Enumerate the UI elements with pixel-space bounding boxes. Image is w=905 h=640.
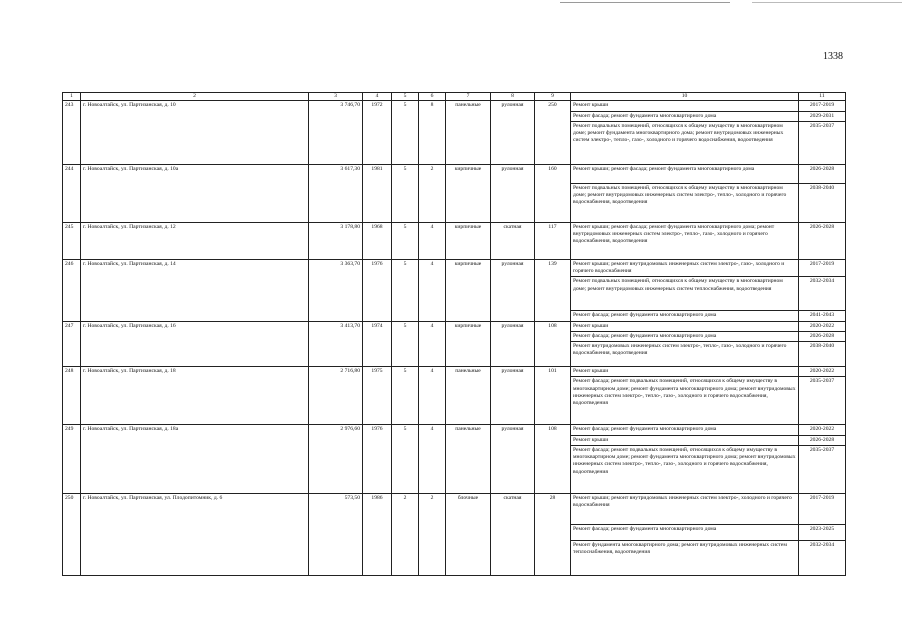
col-number-header: 4 <box>363 93 392 101</box>
year-built-cell: 1974 <box>363 321 392 367</box>
col-number-header: 5 <box>392 93 419 101</box>
repair-period-cell: 2020-2022 <box>799 425 846 435</box>
address-cell: г. Новоалтайск, ул. Партизанская, д. 18 <box>81 367 309 425</box>
entrances-cell: 4 <box>419 321 446 367</box>
repair-period-cell: 2026-2028 <box>799 164 846 183</box>
entrances-cell: 2 <box>419 493 446 575</box>
area-cell: 2 716,80 <box>309 367 363 425</box>
residents-cell: 108 <box>535 425 571 494</box>
entrances-cell: 8 <box>419 101 446 165</box>
table-row <box>63 367 846 377</box>
residents-cell: 139 <box>535 259 571 321</box>
repair-work-cell: Ремонт подвальных помещений, относящихся к общему имуществу в многоквартирном доме; ремонт фундамента многоквартирного дома; ремонт внутридомовых инженерных систем электро-, тепло-, газо-, холодного и горячего водоснабжения, водоотведения <box>571 121 799 164</box>
residents-cell: 117 <box>535 222 571 259</box>
row-number-cell: 244 <box>63 164 81 222</box>
wall-material-cell: кирпичные <box>446 259 491 321</box>
residents-cell: 250 <box>535 101 571 165</box>
year-built-cell: 1975 <box>363 367 392 425</box>
col-number-header: 3 <box>309 93 363 101</box>
area-cell: 573,50 <box>309 493 363 575</box>
roof-type-cell: рулонная <box>491 425 535 494</box>
document-table-container <box>62 92 846 576</box>
year-built-cell: 1972 <box>363 101 392 165</box>
wall-material-cell: кирпичные <box>446 164 491 222</box>
roof-type-cell: скатная <box>491 493 535 575</box>
col-number-header: 9 <box>535 93 571 101</box>
column-number-row <box>63 93 846 101</box>
table-row <box>63 425 846 435</box>
col-number-header: 11 <box>799 93 846 101</box>
address-cell: г. Новоалтайск, ул. Партизанская, д. 18а <box>81 425 309 494</box>
repair-work-cell: Ремонт фасада; ремонт фундамента многоквартирного дома <box>571 331 799 341</box>
entrances-cell: 4 <box>419 259 446 321</box>
area-cell: 3 746,70 <box>309 101 363 165</box>
repair-period-cell: 2029-2031 <box>799 111 846 121</box>
repair-work-cell: Ремонт крыши <box>571 101 799 111</box>
repair-period-cell: 2017-2019 <box>799 101 846 111</box>
repair-work-cell: Ремонт крыши; ремонт фасада; ремонт фундамента многоквартирного дома <box>571 164 799 183</box>
year-built-cell: 1976 <box>363 259 392 321</box>
row-number-cell: 247 <box>63 321 81 367</box>
repair-work-cell: Ремонт фасада; ремонт фундамента многоквартирного дома <box>571 111 799 121</box>
row-number-cell: 249 <box>63 425 81 494</box>
repair-period-cell: 2041-2043 <box>799 311 846 321</box>
floors-cell: 2 <box>392 493 419 575</box>
repair-work-cell: Ремонт крыши <box>571 321 799 331</box>
row-number-cell: 245 <box>63 222 81 259</box>
wall-material-cell: панельные <box>446 367 491 425</box>
table-row <box>63 493 846 524</box>
row-number-cell: 243 <box>63 101 81 165</box>
repair-period-cell: 2023-2025 <box>799 524 846 540</box>
year-built-cell: 1981 <box>363 164 392 222</box>
floors-cell: 5 <box>392 321 419 367</box>
repair-work-cell: Ремонт фасада; ремонт фундамента многоквартирного дома <box>571 524 799 540</box>
repair-work-cell: Ремонт фундамента многоквартирного дома; ремонт внутридомовых инженерных систем теплоснабжения, водоотведения <box>571 540 799 575</box>
roof-type-cell: рулонная <box>491 367 535 425</box>
year-built-cell: 1968 <box>363 222 392 259</box>
repair-period-cell: 2032-2034 <box>799 540 846 575</box>
roof-type-cell: скатная <box>491 222 535 259</box>
address-cell: г. Новоалтайск, ул. Партизанская, ул. Плодопитомник, д. 6 <box>81 493 309 575</box>
entrances-cell: 4 <box>419 222 446 259</box>
roof-type-cell: рулонная <box>491 321 535 367</box>
floors-cell: 5 <box>392 101 419 165</box>
roof-type-cell: рулонная <box>491 101 535 165</box>
floors-cell: 5 <box>392 164 419 222</box>
repair-period-cell: 2020-2022 <box>799 321 846 331</box>
roof-type-cell: рулонная <box>491 259 535 321</box>
repair-period-cell: 2035-2037 <box>799 377 846 425</box>
repair-period-cell: 2026-2028 <box>799 331 846 341</box>
floors-cell: 5 <box>392 367 419 425</box>
repair-work-cell: Ремонт фасада; ремонт подвальных помещений, относящихся к общему имуществу в многоквартирном доме; ремонт фундамента многоквартирного дома; ремонт внутридомовых инженерных систем электро-, тепло-, газо-, холодного и горячего водоснабжения, водоотведения <box>571 445 799 493</box>
address-cell: г. Новоалтайск, ул. Партизанская, д. 12 <box>81 222 309 259</box>
floors-cell: 5 <box>392 259 419 321</box>
entrances-cell: 4 <box>419 367 446 425</box>
wall-material-cell: кирпичные <box>446 222 491 259</box>
repair-period-cell: 2020-2022 <box>799 367 846 377</box>
repair-period-cell: 2035-2037 <box>799 445 846 493</box>
area-cell: 3 178,80 <box>309 222 363 259</box>
address-cell: г. Новоалтайск, ул. Партизанская, д. 14 <box>81 259 309 321</box>
repair-period-cell: 2026-2028 <box>799 222 846 259</box>
repair-work-cell: Ремонт фасада; ремонт фундамента многоквартирного дома <box>571 311 799 321</box>
year-built-cell: 1976 <box>363 425 392 494</box>
col-number-header: 8 <box>491 93 535 101</box>
area-cell: 3 617,30 <box>309 164 363 222</box>
table-body <box>63 93 846 576</box>
repair-work-cell: Ремонт внутридомовых инженерных систем электро-, тепло-, газо-, холодного и горячего водоснабжения, водоотведения <box>571 342 799 367</box>
floors-cell: 5 <box>392 222 419 259</box>
wall-material-cell: панельные <box>446 101 491 165</box>
repair-period-cell: 2038-2040 <box>799 183 846 222</box>
table-row <box>63 101 846 111</box>
col-number-header: 7 <box>446 93 491 101</box>
repair-work-cell: Ремонт крыши <box>571 435 799 445</box>
repair-work-cell: Ремонт крыши; ремонт внутридомовых инженерных систем электро-, холодного и горячего водоснабжения <box>571 493 799 524</box>
table-row <box>63 259 846 277</box>
roof-type-cell: рулонная <box>491 164 535 222</box>
table-row <box>63 164 846 183</box>
repair-work-cell: Ремонт подвальных помещений, относящихся к общему имуществу в многоквартирном доме; ремонт внутридомовых инженерных систем электро-, тепло-, холодного и горячего водоснабжения, водоотведения <box>571 183 799 222</box>
entrances-cell: 4 <box>419 425 446 494</box>
repair-period-cell: 2026-2028 <box>799 435 846 445</box>
repair-work-cell: Ремонт крыши <box>571 367 799 377</box>
repair-period-cell: 2017-2019 <box>799 493 846 524</box>
row-number-cell: 248 <box>63 367 81 425</box>
row-number-cell: 246 <box>63 259 81 321</box>
residents-cell: 160 <box>535 164 571 222</box>
scan-artifact-line <box>752 2 902 3</box>
wall-material-cell: блочные <box>446 493 491 575</box>
wall-material-cell: панельные <box>446 425 491 494</box>
area-cell: 3 413,70 <box>309 321 363 367</box>
area-cell: 2 976,60 <box>309 425 363 494</box>
repair-period-cell: 2017-2019 <box>799 259 846 277</box>
scan-artifact-line <box>560 2 730 3</box>
residents-cell: 28 <box>535 493 571 575</box>
year-built-cell: 1986 <box>363 493 392 575</box>
repair-work-cell: Ремонт фасада; ремонт фундамента многоквартирного дома <box>571 425 799 435</box>
repair-work-cell: Ремонт подвальных помещений, относящихся к общему имуществу в многоквартирном доме; ремонт внутридомовых инженерных систем теплоснабжения, водоотведения <box>571 277 799 311</box>
col-number-header: 10 <box>571 93 799 101</box>
row-number-cell: 250 <box>63 493 81 575</box>
residents-cell: 108 <box>535 321 571 367</box>
address-cell: г. Новоалтайск, ул. Партизанская, д. 10 <box>81 101 309 165</box>
address-cell: г. Новоалтайск, ул. Партизанская, д. 16 <box>81 321 309 367</box>
area-cell: 3 363,70 <box>309 259 363 321</box>
col-number-header: 6 <box>419 93 446 101</box>
repair-work-cell: Ремонт крыши; ремонт фасада; ремонт фундамента многоквартирного дома; ремонт внутридомовых инженерных систем электро-, тепло-, газо-, холодного и горячего водоснабжения, водоотведения <box>571 222 799 259</box>
entrances-cell: 2 <box>419 164 446 222</box>
table-row <box>63 321 846 331</box>
page-number: 1338 <box>823 51 843 62</box>
wall-material-cell: кирпичные <box>446 321 491 367</box>
address-cell: г. Новоалтайск, ул. Партизанская, д. 10а <box>81 164 309 222</box>
repair-work-cell: Ремонт фасада; ремонт подвальных помещений, относящихся к общему имуществу в многоквартирном доме; ремонт фундамента многоквартирного дома; ремонт внутридомовых инженерных систем электро-, тепло-, газо-, холодного и горячего водоснабжения, водоотведения <box>571 377 799 425</box>
repair-work-cell: Ремонт крыши; ремонт внутридомовых инженерных систем электро-, газо-, холодного и горячего водоснабжения <box>571 259 799 277</box>
repair-period-cell: 2035-2037 <box>799 121 846 164</box>
capital-repair-table <box>62 92 846 576</box>
col-number-header: 1 <box>63 93 81 101</box>
repair-period-cell: 2038-2040 <box>799 342 846 367</box>
residents-cell: 101 <box>535 367 571 425</box>
col-number-header: 2 <box>81 93 309 101</box>
repair-period-cell: 2032-2034 <box>799 277 846 311</box>
table-row <box>63 222 846 259</box>
floors-cell: 5 <box>392 425 419 494</box>
